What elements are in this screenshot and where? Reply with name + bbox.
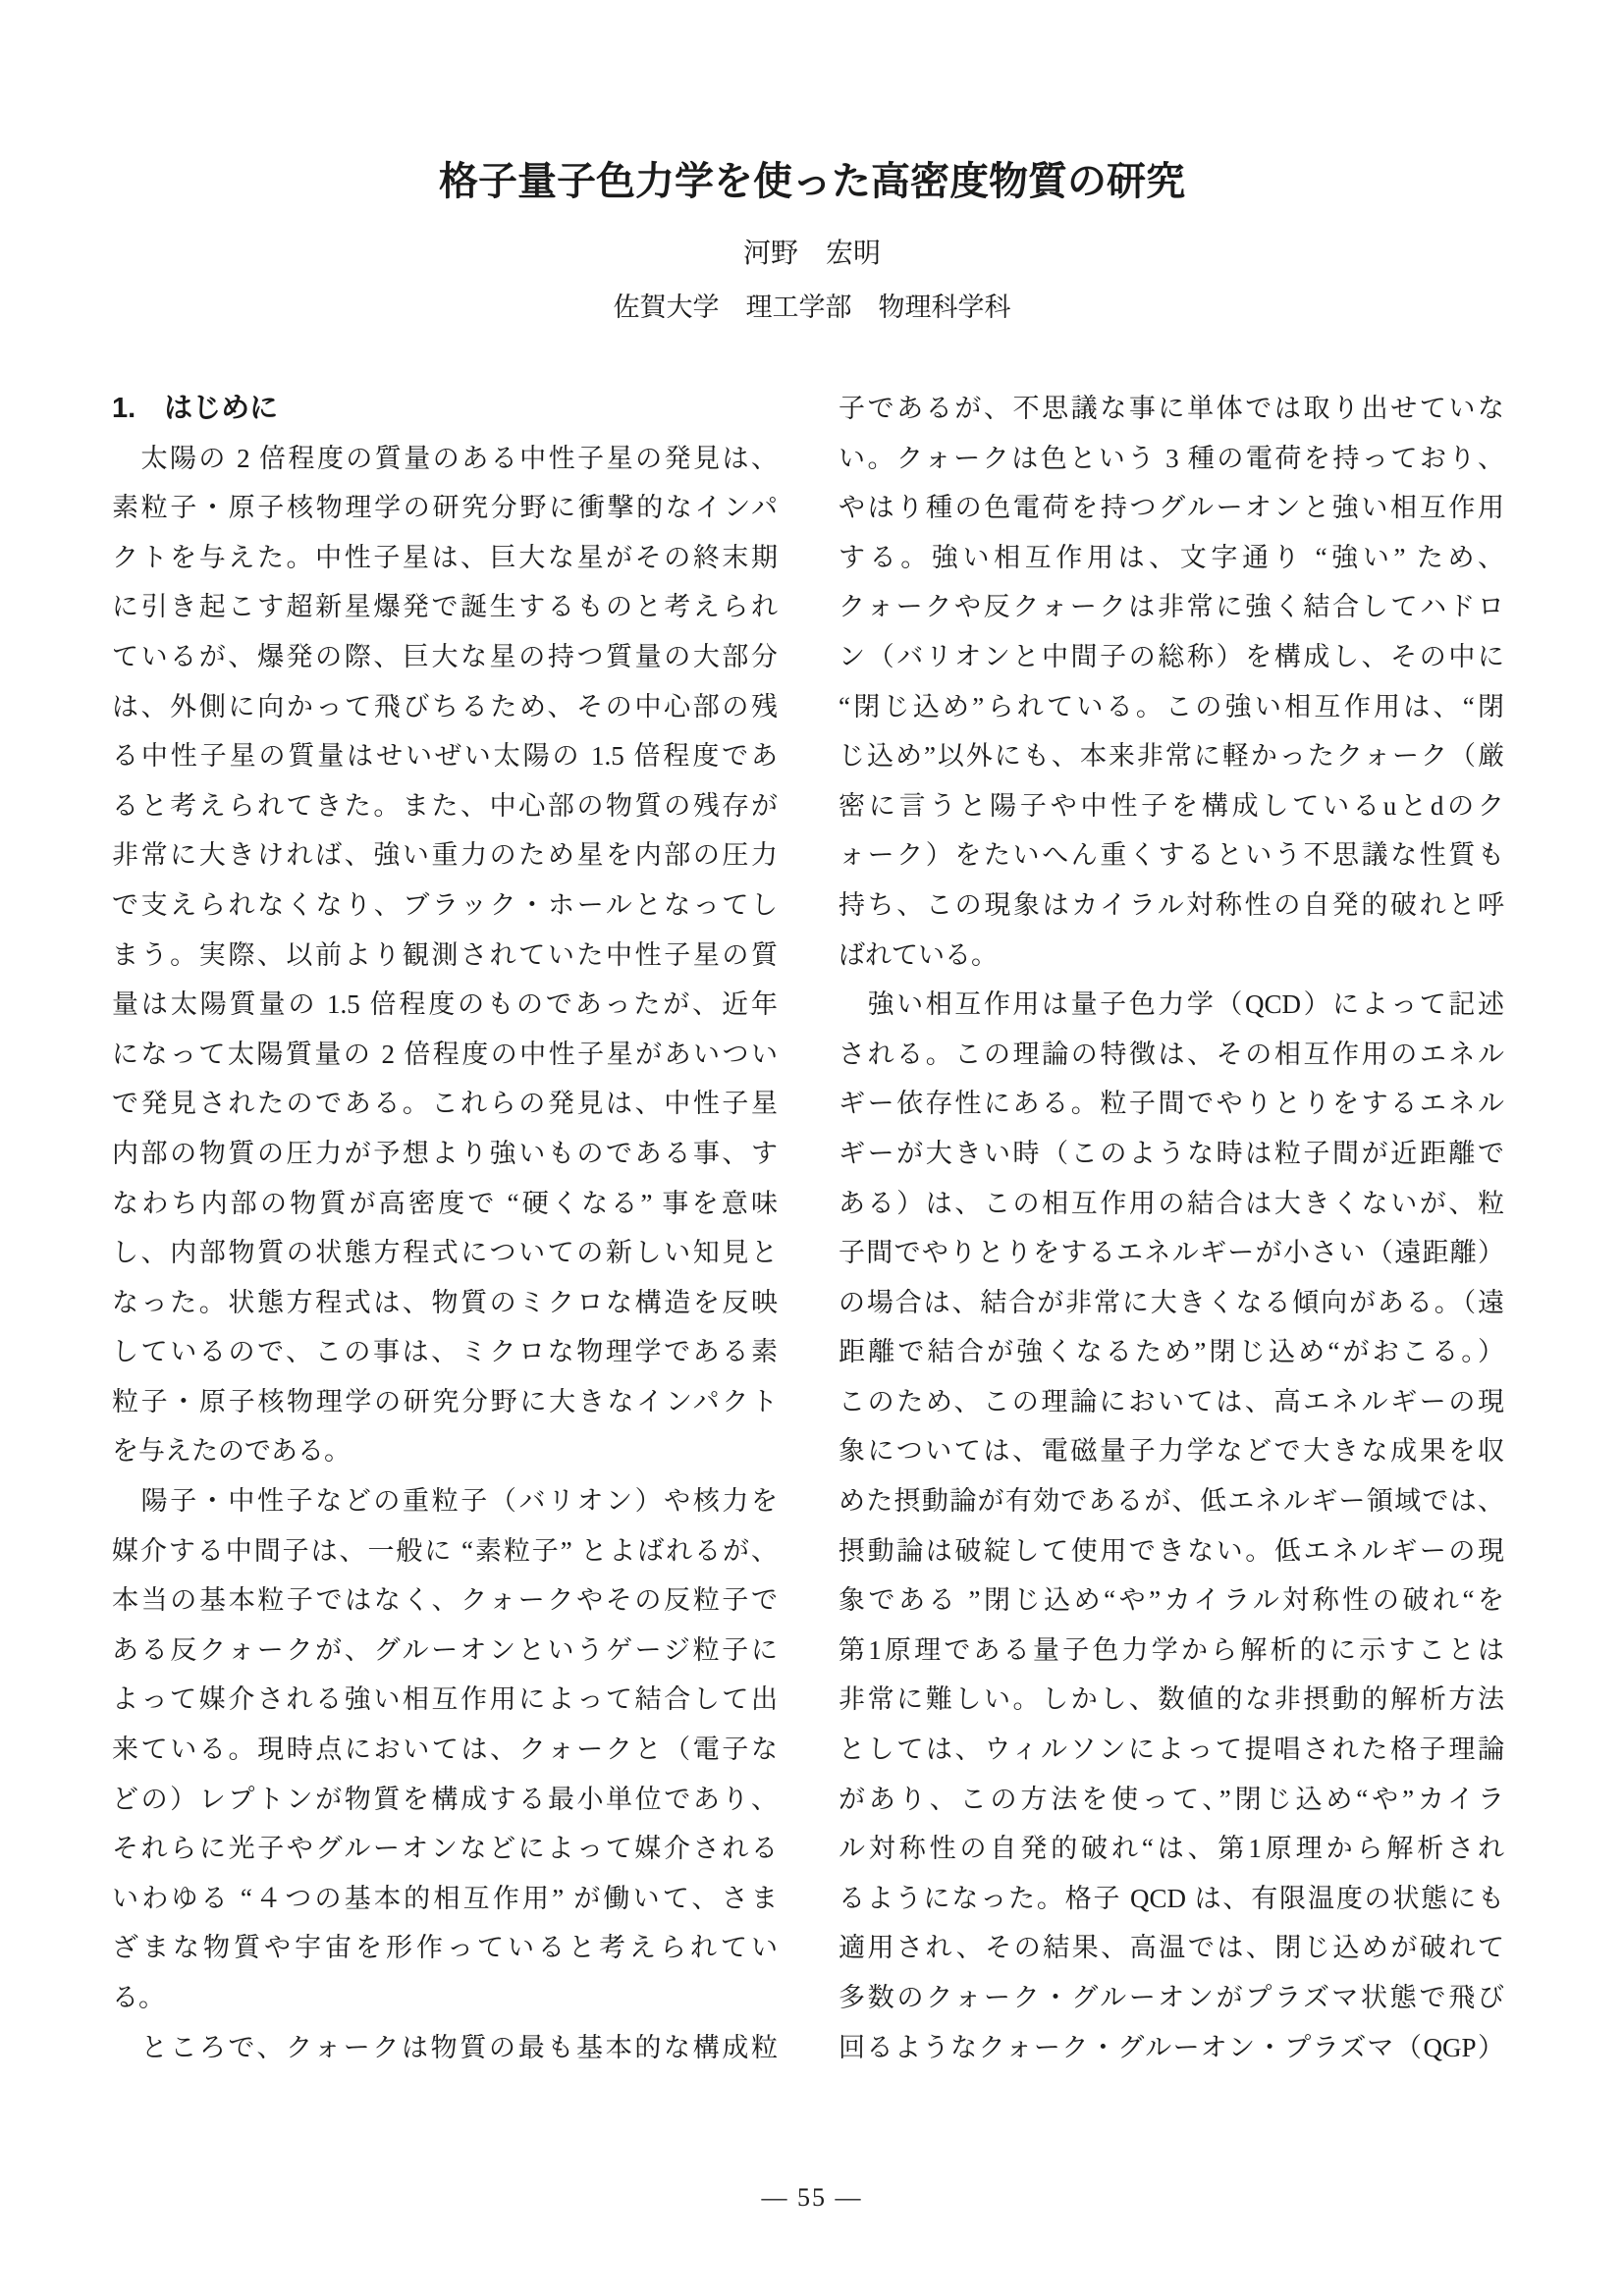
text-line: ているが、爆発の際、巨大な星の持つ質量の大部分: [112, 641, 778, 671]
text-line: は、外側に向かって飛びちるため、その中心部の残: [112, 691, 778, 721]
text-line: 多数のクォーク・グルーオンがプラズマ状態で飛び: [839, 1983, 1504, 2012]
text-line: 適用され、その結果、高温では、閉じ込めが破れて: [839, 1933, 1504, 1963]
text-line: 強い相互作用は量子色力学（QCD）によって記述: [839, 989, 1504, 1020]
text-line: どの）レプトンが物質を構成する最小単位であり、: [112, 1784, 778, 1814]
section-heading: 1. はじめに: [112, 393, 279, 424]
text-line: 内部の物質の圧力が予想より強いものである事、す: [112, 1138, 778, 1168]
text-line: ると考えられてきた。また、中心部の物質の残存が: [112, 790, 778, 821]
text-line: い。クォークは色という 3 種の電荷を持っており、: [839, 443, 1504, 473]
page-title: 格子量子色力学を使った高密度物質の研究: [439, 159, 1185, 203]
text-line: の場合は、結合が非常に大きくなる傾向がある。（遠: [839, 1287, 1504, 1317]
text-line: 素粒子・原子核物理学の研究分野に衝撃的なインパ: [112, 493, 778, 523]
text-line: よって媒介される強い相互作用によって結合して出: [112, 1684, 778, 1715]
text-line: このため、この理論においては、高エネルギーの現: [839, 1386, 1504, 1416]
text-line: なわち内部の物質が高密度で “硬くなる” 事を意味: [112, 1188, 778, 1218]
text-line: に引き起こす超新星爆発で誕生するものと考えられ: [112, 592, 778, 622]
text-line: ォーク）をたいへん重くするという不思議な性質も: [839, 840, 1504, 871]
left-column: [112, 384, 778, 2072]
text-line: 密に言うと陽子や中性子を構成しているuとdのク: [839, 790, 1504, 821]
text-line: 距離で結合が強くなるため”閉じ込め“がおこる。）: [839, 1337, 1504, 1367]
text-line: なった。状態方程式は、物質のミクロな構造を反映: [112, 1287, 778, 1317]
text-line: ある）は、この相互作用の結合は大きくないが、粒: [839, 1188, 1504, 1218]
text-line: まう。実際、以前より観測されていた中性子星の質: [112, 939, 778, 970]
text-line: 持ち、この現象はカイラル対称性の自発的破れと呼: [839, 889, 1504, 920]
left-column-text: [112, 434, 778, 2073]
text-line: る中性子星の質量はせいぜい太陽の 1.5 倍程度であ: [112, 741, 778, 772]
text-line: いわゆる “４つの基本的相互作用” が働いて、さま: [112, 1883, 778, 1913]
text-line: クォークや反クォークは非常に強く結合してハドロ: [839, 592, 1504, 622]
text-line: される。この理論の特徴は、その相互作用のエネル: [839, 1039, 1504, 1069]
text-line: 象については、電磁量子力学などで大きな成果を収: [839, 1436, 1504, 1467]
text-line: を与えたのである。: [112, 1436, 351, 1467]
text-line: 本当の基本粒子ではなく、クォークやその反粒子で: [112, 1585, 778, 1616]
text-line: ところで、クォークは物質の最も基本的な構成粒: [112, 2032, 778, 2062]
text-line: ざまな物質や宇宙を形作っていると考えられてい: [112, 1933, 778, 1963]
text-line: 非常に難しい。しかし、数値的な非摂動的解析方法: [839, 1684, 1504, 1715]
text-line: 太陽の 2 倍程度の質量のある中性子星の発見は、: [112, 443, 778, 473]
text-line: ン（バリオンと中間子の総称）を構成し、その中に: [839, 641, 1504, 671]
text-line: じ込め”以外にも、本来非常に軽かったクォーク（厳: [839, 741, 1504, 772]
right-column-text: [839, 384, 1504, 2072]
text-line: 象である ”閉じ込め“や”カイラル対称性の破れ“を: [839, 1585, 1504, 1616]
text-line: 摂動論は破綻して使用できない。低エネルギーの現: [839, 1535, 1504, 1566]
text-line: それらに光子やグルーオンなどによって媒介される: [112, 1834, 778, 1864]
text-line: ばれている。: [839, 939, 998, 970]
author: 河野 宏明: [742, 239, 881, 269]
text-line: 量は太陽質量の 1.5 倍程度のものであったが、近年: [112, 989, 778, 1020]
text-line: めた摂動論が有効であるが、低エネルギー領域では、: [839, 1486, 1504, 1517]
right-column: [839, 384, 1504, 2072]
text-line: ル対称性の自発的破れ“は、第1原理から解析され: [839, 1834, 1504, 1864]
page-number: — 55 —: [761, 2183, 863, 2212]
text-line: ギーが大きい時（このような時は粒子間が近距離で: [839, 1138, 1504, 1168]
text-line: “閉じ込め”られている。この強い相互作用は、“閉: [839, 691, 1504, 721]
text-line: 子であるが、不思議な事に単体では取り出せていな: [839, 394, 1504, 423]
text-line: 媒介する中間子は、一般に “素粒子” とよばれるが、: [112, 1535, 778, 1566]
text-line: 粒子・原子核物理学の研究分野に大きなインパクト: [112, 1386, 778, 1416]
text-line: ギー依存性にある。粒子間でやりとりをするエネル: [839, 1089, 1504, 1119]
text-line: やはり種の色電荷を持つグルーオンと強い相互作用: [839, 493, 1504, 523]
text-line: るようになった。格子 QCD は、有限温度の状態にも: [839, 1883, 1504, 1913]
text-line: 陽子・中性子などの重粒子（バリオン）や核力を: [112, 1486, 778, 1517]
text-line: があり、この方法を使って、”閉じ込め“や”カイラ: [839, 1784, 1504, 1814]
text-line: 回るようなクォーク・グルーオン・プラズマ（QGP）: [839, 2032, 1504, 2062]
text-line: 来ている。現時点においては、クォークと（電子な: [112, 1735, 778, 1765]
text-line: 非常に大きければ、強い重力のため星を内部の圧力: [112, 840, 778, 871]
text-line: で発見されたのである。これらの発見は、中性子星: [112, 1089, 778, 1119]
text-line: る。: [112, 1983, 165, 2012]
text-line: し、内部物質の状態方程式についての新しい知見と: [112, 1238, 778, 1268]
text-line: クトを与えた。中性子星は、巨大な星がその終末期: [112, 542, 778, 572]
text-line: 第1原理である量子色力学から解析的に示すことは: [839, 1634, 1504, 1665]
text-line: ある反クォークが、グルーオンというゲージ粒子に: [112, 1634, 778, 1665]
text-line: する。強い相互作用は、文字通り “強い” ため、: [839, 542, 1504, 572]
text-line: しているので、この事は、ミクロな物理学である素: [112, 1337, 778, 1367]
text-line: になって太陽質量の 2 倍程度の中性子星があいつい: [112, 1039, 778, 1069]
affiliation: 佐賀大学 理工学部 物理科学科: [613, 293, 1011, 322]
text-line: としては、ウィルソンによって提唱された格子理論: [839, 1735, 1504, 1765]
text-line: 子間でやりとりをするエネルギーが小さい（遠距離）: [839, 1238, 1504, 1268]
text-line: で支えられなくなり、ブラック・ホールとなってし: [112, 889, 778, 920]
